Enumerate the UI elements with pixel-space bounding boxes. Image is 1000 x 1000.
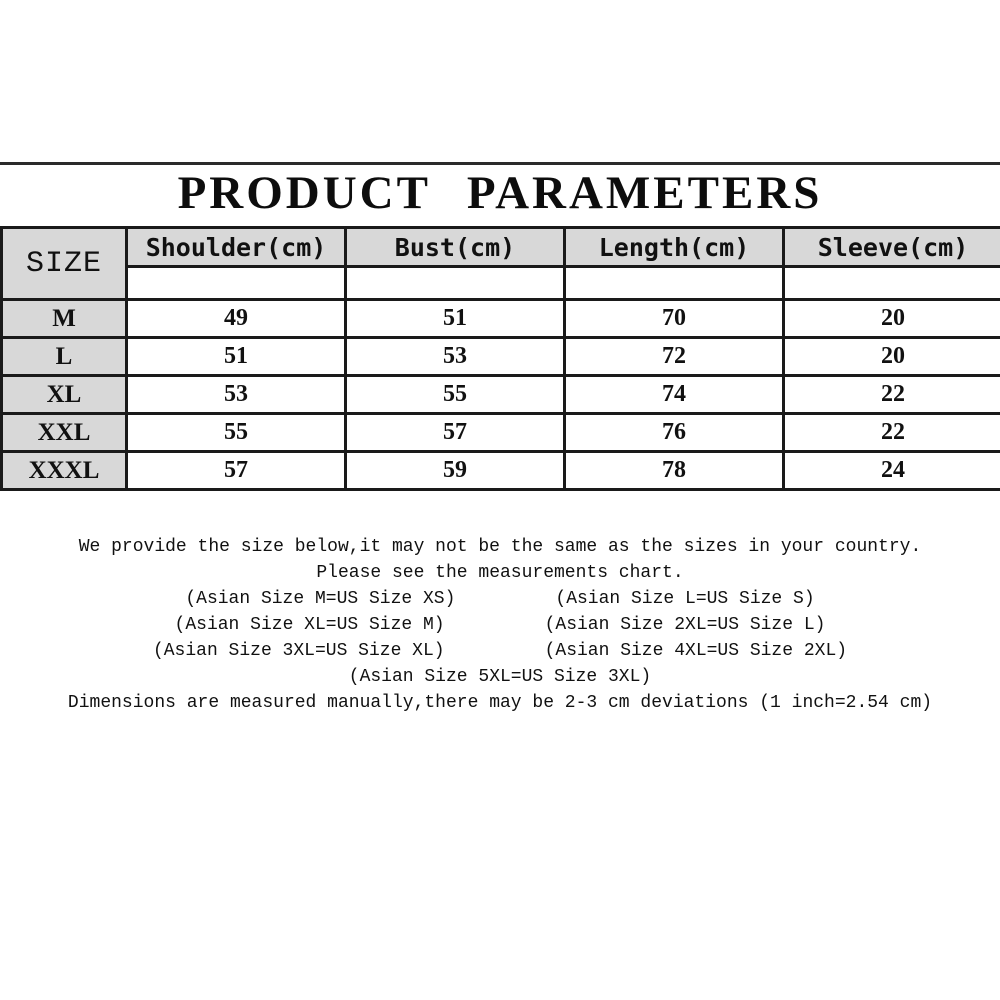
table-cell: 72 — [565, 338, 784, 376]
table-cell: 53 — [127, 376, 346, 414]
table-cell: 51 — [346, 300, 565, 338]
note-line-deviation: Dimensions are measured manually,there may be 2-3 cm deviations (1 inch=2.54 cm) — [67, 693, 933, 713]
column-header-shoulder: Shoulder(cm) — [127, 228, 346, 267]
note-pair-row — [0, 638, 1000, 664]
note-size-mapping: (Asian Size 2XL=US Size L) — [544, 615, 826, 635]
row-label: XXL — [2, 414, 127, 452]
row-label: M — [2, 300, 127, 338]
column-header-length: Length(cm) — [565, 228, 784, 267]
page-title: PRODUCT PARAMETERS — [177, 167, 823, 219]
spacer-cell — [127, 267, 346, 300]
row-label: XL — [2, 376, 127, 414]
table-cell: 22 — [784, 376, 1000, 414]
table-cell: 57 — [346, 414, 565, 452]
spacer-cell — [784, 267, 1000, 300]
note-size-mapping: (Asian Size 3XL=US Size XL) — [152, 641, 445, 661]
column-header-sleeve: Sleeve(cm) — [784, 228, 1000, 267]
table-cell: 74 — [565, 376, 784, 414]
size-table — [0, 226, 1000, 491]
table-cell: 22 — [784, 414, 1000, 452]
table-cell: 49 — [127, 300, 346, 338]
table-cell: 70 — [565, 300, 784, 338]
header-row — [2, 228, 1000, 267]
table-cell: 53 — [346, 338, 565, 376]
note-line-country: We provide the size below,it may not be the same as the sizes in your country. — [78, 537, 922, 557]
table-cell: 20 — [784, 300, 1000, 338]
spacer-cell — [346, 267, 565, 300]
note-size-mapping: (Asian Size XL=US Size M) — [174, 615, 445, 635]
table-cell: 57 — [127, 452, 346, 490]
column-header-bust: Bust(cm) — [346, 228, 565, 267]
size-notes — [0, 534, 1000, 716]
table-row-m — [2, 300, 1000, 338]
note-size-mapping: (Asian Size L=US Size S) — [555, 589, 815, 609]
note-pair-row — [0, 612, 1000, 638]
table-row-xxxl — [2, 452, 1000, 490]
spacer-row — [2, 267, 1000, 300]
table-cell: 55 — [127, 414, 346, 452]
table-cell: 78 — [565, 452, 784, 490]
top-divider — [0, 162, 1000, 165]
table-cell: 20 — [784, 338, 1000, 376]
row-label: L — [2, 338, 127, 376]
note-line-chart: Please see the measurements chart. — [316, 563, 684, 583]
note-size-mapping: (Asian Size 4XL=US Size 2XL) — [544, 641, 848, 661]
table-cell: 51 — [127, 338, 346, 376]
table-cell: 24 — [784, 452, 1000, 490]
table-row-l — [2, 338, 1000, 376]
size-header-cell: SIZE — [2, 228, 127, 300]
table-row-xl — [2, 376, 1000, 414]
note-size-mapping: (Asian Size M=US Size XS) — [185, 589, 456, 609]
table-cell: 76 — [565, 414, 784, 452]
table-cell: 55 — [346, 376, 565, 414]
table-cell: 59 — [346, 452, 565, 490]
row-label: XXXL — [2, 452, 127, 490]
note-pair-row — [0, 586, 1000, 612]
spacer-cell — [565, 267, 784, 300]
table-row-xxl — [2, 414, 1000, 452]
note-size-mapping-single: (Asian Size 5XL=US Size 3XL) — [348, 667, 652, 687]
